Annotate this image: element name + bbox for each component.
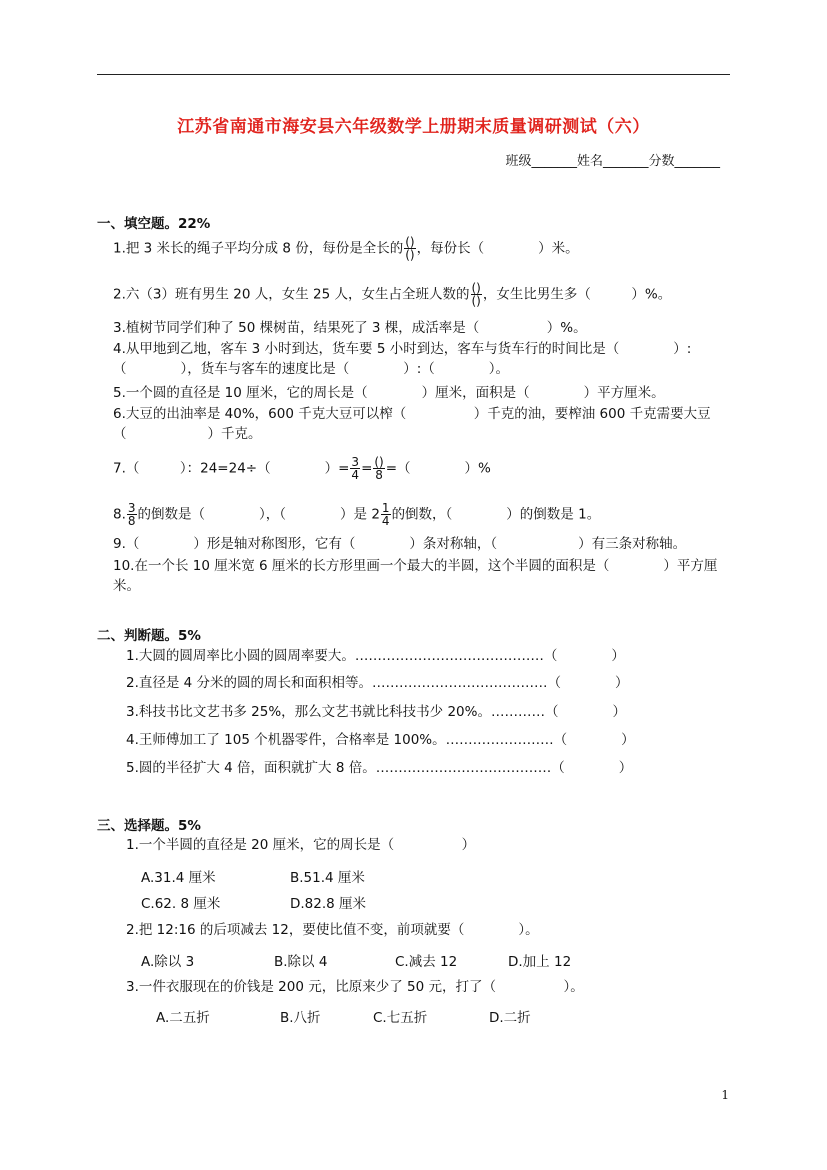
question-fill-9: 9.（ ）形是轴对称图形，它有（ ）条对称轴，（ ）有三条对称轴。 [113, 536, 687, 552]
fraction-numerator: () [374, 455, 384, 469]
choice-3-option-d: D.二折 [489, 1010, 531, 1026]
question-choice-3: 3.一件衣服现在的价钱是 200 元，比原来少了 50 元，打了（ ）。 [126, 979, 584, 995]
equals-sign: = [361, 460, 373, 477]
choice-2-option-a: A.除以 3 [141, 954, 195, 970]
question-judge-4: 4.王师傅加工了 105 个机器零件，合格率是 100%。……………………（ ） [126, 732, 635, 748]
question-fill-10: 10.在一个长 10 厘米宽 6 厘米的长方形里画一个最大的半圆，这个半圆的面积是（ ）平方厘米。 [113, 558, 718, 594]
question-text: ，女生比男生多（ ）%。 [482, 286, 672, 303]
choice-2-option-c: C.减去 12 [395, 954, 458, 970]
page-number: 1 [721, 1088, 729, 1102]
question-text: 的倒数，（ ）的倒数是 1。 [391, 506, 601, 523]
question-judge-2: 2.直径是 4 分米的圆的周长和面积相等。…………………………………（ ） [126, 675, 629, 691]
section-heading-choice: 三、选择题。5% [97, 818, 201, 834]
fraction-denominator: 8 [375, 468, 383, 482]
fraction-numerator: 3 [351, 455, 360, 469]
fraction [471, 282, 482, 307]
section-heading-judge: 二、判断题。5% [97, 628, 201, 644]
fraction [350, 456, 360, 481]
choice-3-option-b: B.八折 [280, 1010, 321, 1026]
choice-1-option-a: A.31.4 厘米 [141, 870, 216, 886]
question-fill-3: 3.植树节同学们种了 50 棵树苗，结果死了 3 棵，成活率是（ ）%。 [113, 320, 587, 336]
question-fill-7 [113, 456, 733, 481]
question-text: ，每份长（ ）米。 [416, 240, 579, 257]
fraction-numerator: () [471, 281, 481, 295]
question-fill-8: 8. $\frac{3}{8}$ 的倒数是（ ），（ ）是 2 $\frac{1}{4}$ 的倒数，（ ）的倒数是 1。 [113, 501, 601, 528]
question-judge-5: 5.圆的半径扩大 4 倍，面积就扩大 8 倍。…………………………………（ ） [126, 760, 633, 776]
question-fill-4: 4.从甲地到乙地，客车 3 小时到达，货车要 5 小时到达，客车与货车行的时间比是（ ）:（ ），货车与客车的速度比是（ ）:（ ）。 [113, 341, 692, 377]
fraction-denominator: () [471, 294, 481, 308]
fraction-numerator: 3 [127, 501, 136, 515]
fraction [381, 502, 391, 527]
fraction [373, 456, 384, 481]
fraction-numerator: () [405, 235, 415, 249]
question-fill-5: 5.一个圆的直径是 10 厘米，它的周长是（ ）厘米，面积是（ ）平方厘米。 [113, 385, 665, 401]
choice-1-option-d: D.82.8 厘米 [290, 896, 367, 912]
choice-3-option-a: A.二五折 [156, 1010, 210, 1026]
question-judge-1: 1.大圆的圆周率比小圆的圆周率要大。……………………………………（ ） [126, 648, 625, 664]
question-choice-1: 1.一个半圆的直径是 20 厘米，它的周长是（ ） [126, 837, 476, 853]
question-text: =（ ）% [385, 460, 491, 477]
student-info-line: 班级_______姓名_______分数_______ [505, 154, 720, 169]
fraction-denominator: 8 [127, 514, 136, 528]
question-choice-2: 2.把 12:16 的后项减去 12，要使比值不变，前项就要（ ）。 [126, 922, 539, 938]
fraction-denominator: 4 [381, 514, 390, 528]
fraction-denominator: () [405, 248, 415, 262]
fraction-denominator: 4 [351, 468, 360, 482]
question-text: 7.（ ）：24=24÷（ ）= [113, 460, 350, 477]
page-title: 江苏省南通市海安县六年级数学上册期末质量调研测试（六） [177, 117, 650, 137]
question-text: 1.把 3 米长的绳子平均分成 8 份，每份是全长的 [113, 240, 404, 257]
question-judge-3: 3.科技书比文艺书多 25%，那么文艺书就比科技书少 20%。…………（ ） [126, 704, 626, 720]
choice-3-option-c: C.七五折 [373, 1010, 428, 1026]
fraction-numerator: 1 [381, 501, 390, 515]
section-heading-fill: 一、填空题。22% [97, 216, 211, 232]
header-rule [97, 74, 730, 75]
question-fill-6: 6.大豆的出油率是 40%，600 千克大豆可以榨（ ）千克的油，要榨油 600 千克需要大豆（ ）千克。 [113, 406, 711, 442]
question-text: 的倒数是（ ），（ ）是 2 [137, 506, 380, 523]
question-fill-1 [113, 236, 733, 261]
choice-1-option-b: B.51.4 厘米 [290, 870, 365, 886]
question-fill-2 [113, 282, 733, 307]
fraction [127, 502, 137, 527]
choice-2-option-b: B.除以 4 [274, 954, 328, 970]
question-text: 2.六（3）班有男生 20 人，女生 25 人，女生占全班人数的 [113, 286, 470, 303]
choice-2-option-d: D.加上 12 [508, 954, 572, 970]
choice-1-option-c: C.62. 8 厘米 [141, 896, 221, 912]
fraction [404, 236, 415, 261]
